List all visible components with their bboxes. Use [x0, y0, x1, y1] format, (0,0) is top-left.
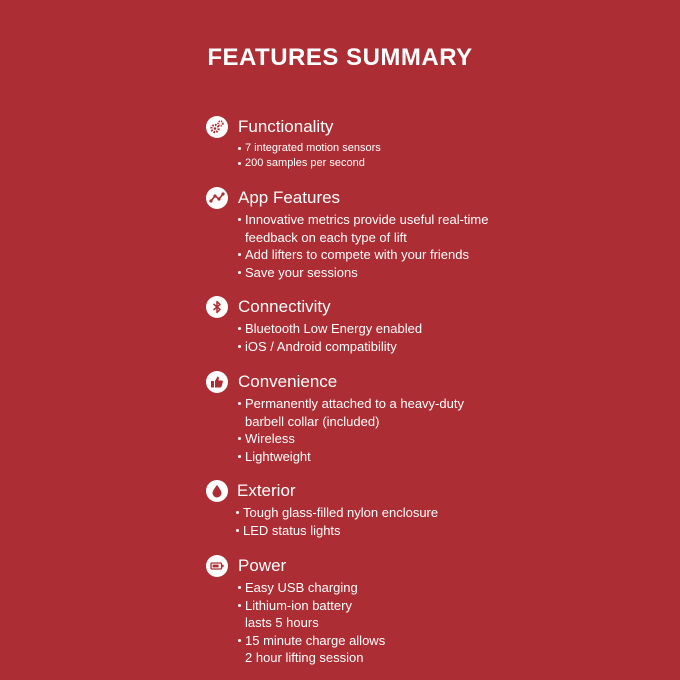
section-functionality	[206, 114, 626, 171]
list-item: 200 samples per second	[238, 156, 626, 171]
list-item: Lithium-ion battery lasts 5 hours	[238, 597, 626, 632]
list-item: Innovative metrics provide useful real-time feedback on each type of lift	[238, 211, 626, 246]
list-item: Tough glass-filled nylon enclosure	[236, 504, 626, 522]
list-item: Lightweight	[238, 448, 626, 466]
list-item: Easy USB charging	[238, 579, 626, 597]
list-item: 15 minute charge allows 2 hour lifting session	[238, 632, 626, 667]
list-item: Permanently attached to a heavy-duty barbell collar (included)	[238, 395, 626, 430]
list-item: iOS / Android compatibility	[238, 338, 626, 356]
droplet-icon	[206, 480, 228, 502]
section-heading: Functionality	[238, 117, 334, 136]
section-heading: Convenience	[238, 372, 338, 391]
gears-icon	[206, 116, 228, 138]
section-heading: Exterior	[237, 481, 296, 500]
bluetooth-icon	[206, 296, 228, 318]
list-item: 7 integrated motion sensors	[238, 141, 626, 156]
page-title: FEATURES SUMMARY	[207, 44, 473, 71]
thumbs-up-icon	[206, 371, 228, 393]
battery-icon	[206, 555, 228, 577]
list-item: Save your sessions	[238, 264, 626, 282]
list-item: Add lifters to compete with your friends	[238, 246, 626, 264]
section-power	[206, 553, 626, 667]
section-exterior	[206, 478, 626, 539]
list-item: Bluetooth Low Energy enabled	[238, 320, 626, 338]
list-item: LED status lights	[236, 522, 626, 540]
section-app-features	[206, 185, 626, 281]
list-item: Wireless	[238, 430, 626, 448]
line-graph-icon	[206, 187, 228, 209]
section-heading: Connectivity	[238, 297, 331, 316]
section-convenience	[206, 369, 626, 465]
section-connectivity	[206, 294, 626, 355]
section-heading: Power	[238, 556, 287, 575]
section-heading: App Features	[238, 188, 341, 207]
